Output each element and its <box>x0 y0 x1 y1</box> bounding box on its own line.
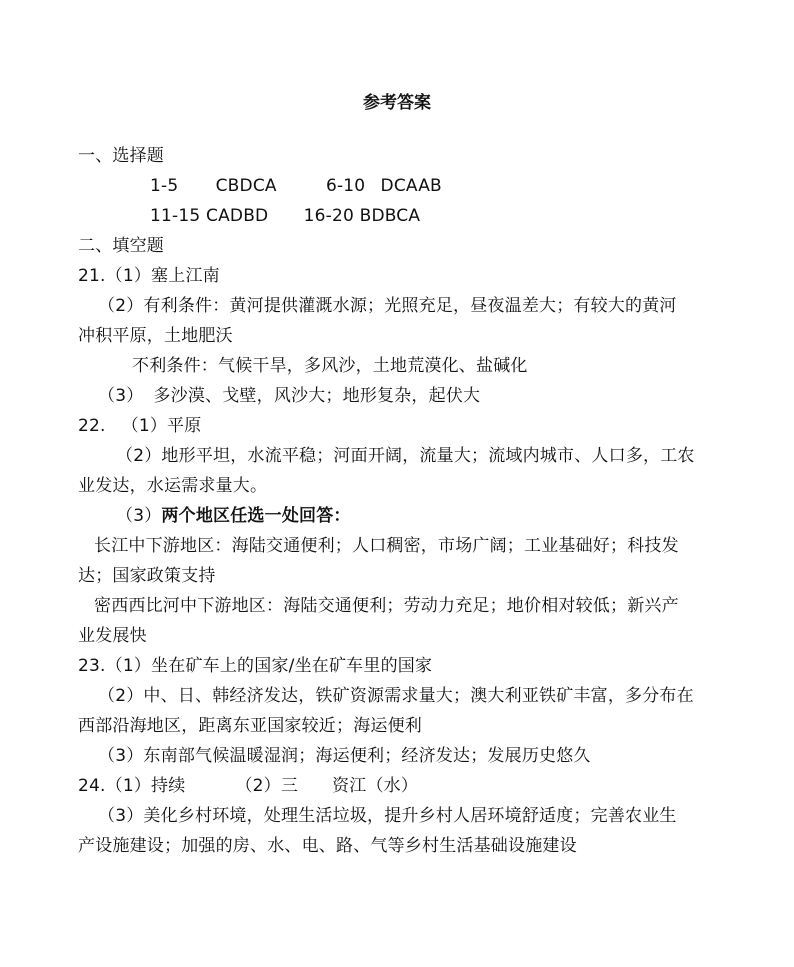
q21-part3-number: （3） <box>98 386 144 406</box>
mc-section-header: 一、选择题 <box>78 146 164 166</box>
q23-line-1: 23.（1）坐在矿车上的国家/坐在矿车里的国家 <box>78 656 433 676</box>
mc-answer-row-2 <box>150 205 420 227</box>
q21-line-4: 不利条件：气候干旱，多风沙，土地荒漠化、盐碱化 <box>132 356 528 376</box>
q22-part1-text: （1）平原 <box>121 416 202 436</box>
q22-line-7: 密西西比河中下游地区：海陆交通便利；劳动力充足；地价相对较低；新兴产 <box>94 596 679 616</box>
q24-part2-river: 资江（水） <box>332 776 419 796</box>
q24-line-1 <box>78 775 418 797</box>
mc-range-6-10: 6-10 <box>325 176 366 196</box>
q22-number: 22. <box>78 416 106 436</box>
mc-answers-16-20: 16-20 BDBCA <box>303 206 421 226</box>
q21-part3-text: 多沙漠、戈壁，风沙大；地形复杂，起伏大 <box>153 386 481 406</box>
q24-line-3: 产设施建设；加强的房、水、电、路、气等乡村生活基础设施建设 <box>78 836 577 856</box>
page-title: 参考答案 <box>363 93 431 113</box>
q22-line-6: 达；国家政策支持 <box>78 566 216 586</box>
q24-part1: 24.（1）持续 <box>78 776 186 796</box>
q22-part3-instruction: 两个地区任选一处回答： <box>161 506 351 526</box>
q22-line-1 <box>78 415 201 437</box>
q22-line-3: 业发达，水运需求量大。 <box>78 476 268 496</box>
q21-line-2: （2）有利条件：黄河提供灌溉水源；光照充足，昼夜温差大；有较大的黄河 <box>98 296 677 316</box>
mc-answers-6-10: DCAAB <box>380 176 442 196</box>
q23-line-4: （3）东南部气候温暖湿润；海运便利；经济发达；发展历史悠久 <box>98 746 591 766</box>
mc-answer-row-1 <box>150 175 442 197</box>
q22-line-2: （2）地形平坦，水流平稳；河面开阔，流量大；流域内城市、人口多，工农 <box>116 446 695 466</box>
mc-answers-1-5: CBDCA <box>215 176 277 196</box>
q22-line-8: 业发展快 <box>78 626 147 646</box>
mc-range-1-5: 1-5 <box>150 176 179 196</box>
mc-answers-11-15: 11-15 CADBD <box>150 206 269 226</box>
q22-part3-number: （3） <box>116 506 162 526</box>
q23-line-3: 西部沿海地区，距离东亚国家较近；海运便利 <box>78 716 422 736</box>
q24-part2: （2）三 <box>235 776 299 796</box>
q21-line-5 <box>98 385 480 407</box>
q23-line-2: （2）中、日、韩经济发达，铁矿资源需求量大；澳大利亚铁矿丰富，多分布在 <box>98 686 694 706</box>
q22-line-5: 长江中下游地区：海陆交通便利；人口稠密，市场广阔；工业基础好；科技发 <box>94 536 679 556</box>
q22-line-4 <box>116 505 351 527</box>
q21-line-1: 21.（1）塞上江南 <box>78 266 220 286</box>
q24-line-2: （3）美化乡村环境，处理生活垃圾，提升乡村人居环境舒适度；完善农业生 <box>98 806 677 826</box>
q21-line-3: 冲积平原，土地肥沃 <box>78 326 233 346</box>
fill-section-header: 二、填空题 <box>78 236 164 256</box>
